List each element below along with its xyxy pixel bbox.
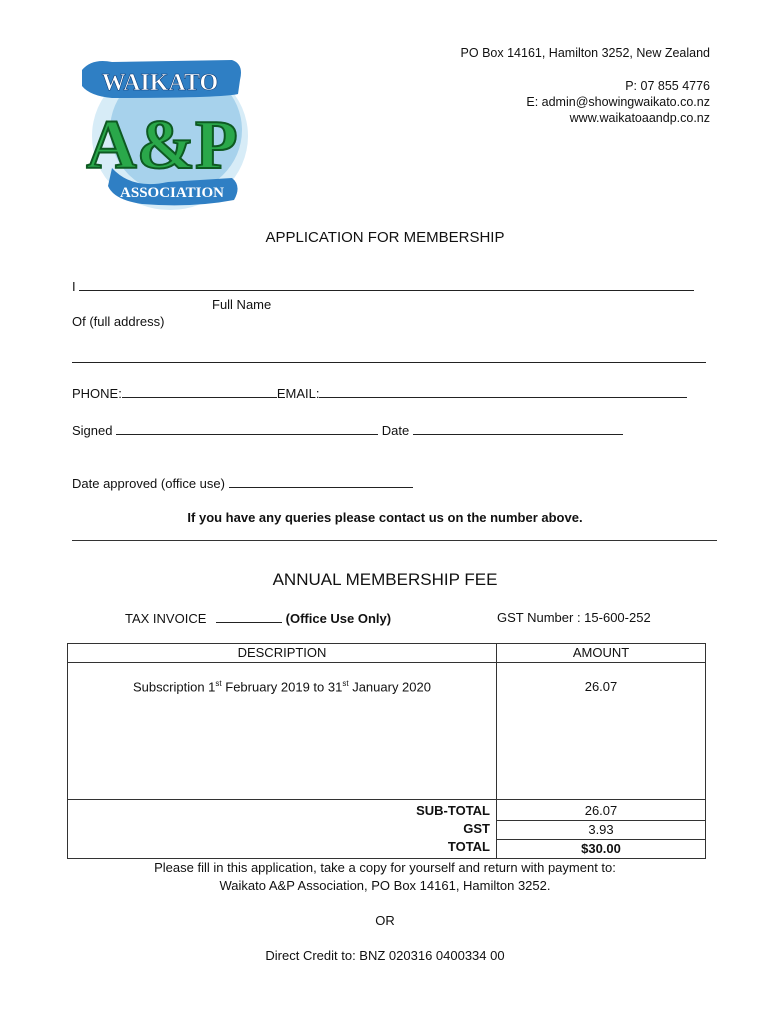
subscription-description: Subscription 1st February 2019 to 31st January 2020	[68, 663, 497, 800]
office-use-label: (Office Use Only)	[285, 611, 392, 626]
direct-credit: Direct Credit to: BNZ 020316 0400334 00	[265, 948, 505, 963]
signature-field[interactable]	[116, 422, 378, 435]
date-approved-row	[72, 475, 413, 491]
total-label: TOTAL	[447, 839, 490, 854]
logo-top-text: WAIKATO	[101, 70, 219, 96]
totals-labels	[68, 800, 497, 859]
totals-values	[497, 800, 706, 859]
date-field[interactable]	[413, 422, 623, 435]
fee-title: ANNUAL MEMBERSHIP FEE	[272, 570, 498, 589]
email-field[interactable]	[319, 385, 687, 398]
full-name-field[interactable]	[79, 278, 694, 291]
contact-address: PO Box 14161, Hamilton 3252, New Zealand	[460, 46, 710, 60]
logo-mid-text: A&P	[86, 107, 238, 184]
contact-email: E: admin@showingwaikato.co.nz	[526, 95, 710, 109]
subtotal-label: SUB-TOTAL	[416, 803, 490, 818]
return-address: Waikato A&P Association, PO Box 14161, Hamilton 3252.	[219, 878, 551, 893]
totals-row	[68, 800, 706, 859]
contact-phone: P: 07 855 4776	[625, 79, 710, 93]
section-divider	[72, 540, 717, 541]
full-name-caption: Full Name	[212, 297, 272, 312]
gst-value: 3.93	[497, 821, 705, 840]
subscription-amount: 26.07	[497, 663, 706, 800]
tax-invoice-number-field[interactable]	[216, 610, 282, 623]
phone-label: PHONE:	[72, 386, 122, 401]
signed-label: Signed	[72, 423, 113, 438]
fee-table	[67, 643, 706, 859]
full-name-row	[72, 278, 694, 294]
phone-field[interactable]	[122, 385, 277, 398]
email-label: EMAIL:	[276, 386, 320, 401]
gst-label: GST	[463, 821, 490, 836]
description-header: DESCRIPTION	[68, 644, 497, 663]
address-field[interactable]	[72, 350, 706, 363]
signed-date-row	[72, 422, 623, 438]
tax-invoice-label: TAX INVOICE	[125, 611, 207, 626]
fee-table-header	[68, 644, 706, 663]
subtotal-value: 26.07	[497, 800, 705, 821]
date-label: Date	[381, 423, 410, 438]
return-instructions: Please fill in this application, take a copy for yourself and return with payment to:	[154, 860, 616, 875]
contact-website: www.waikatoaandp.co.nz	[569, 111, 710, 125]
address-label: Of (full address)	[72, 314, 165, 329]
date-approved-label: Date approved (office use)	[72, 476, 225, 491]
queries-note: If you have any queries please contact us on the number above.	[187, 510, 583, 525]
waikato-ap-logo	[72, 50, 248, 212]
table-row	[68, 663, 706, 800]
date-approved-field[interactable]	[229, 475, 413, 488]
tax-invoice-row	[125, 610, 391, 626]
amount-header: AMOUNT	[497, 644, 706, 663]
total-value: $30.00	[581, 841, 621, 856]
i-label: I	[72, 279, 76, 294]
logo-bottom-text: ASSOCIATION	[120, 185, 224, 201]
phone-email-row	[72, 385, 687, 401]
form-title: APPLICATION FOR MEMBERSHIP	[265, 229, 505, 246]
or-label: OR	[375, 913, 395, 928]
gst-number: GST Number : 15-600-252	[497, 610, 651, 625]
